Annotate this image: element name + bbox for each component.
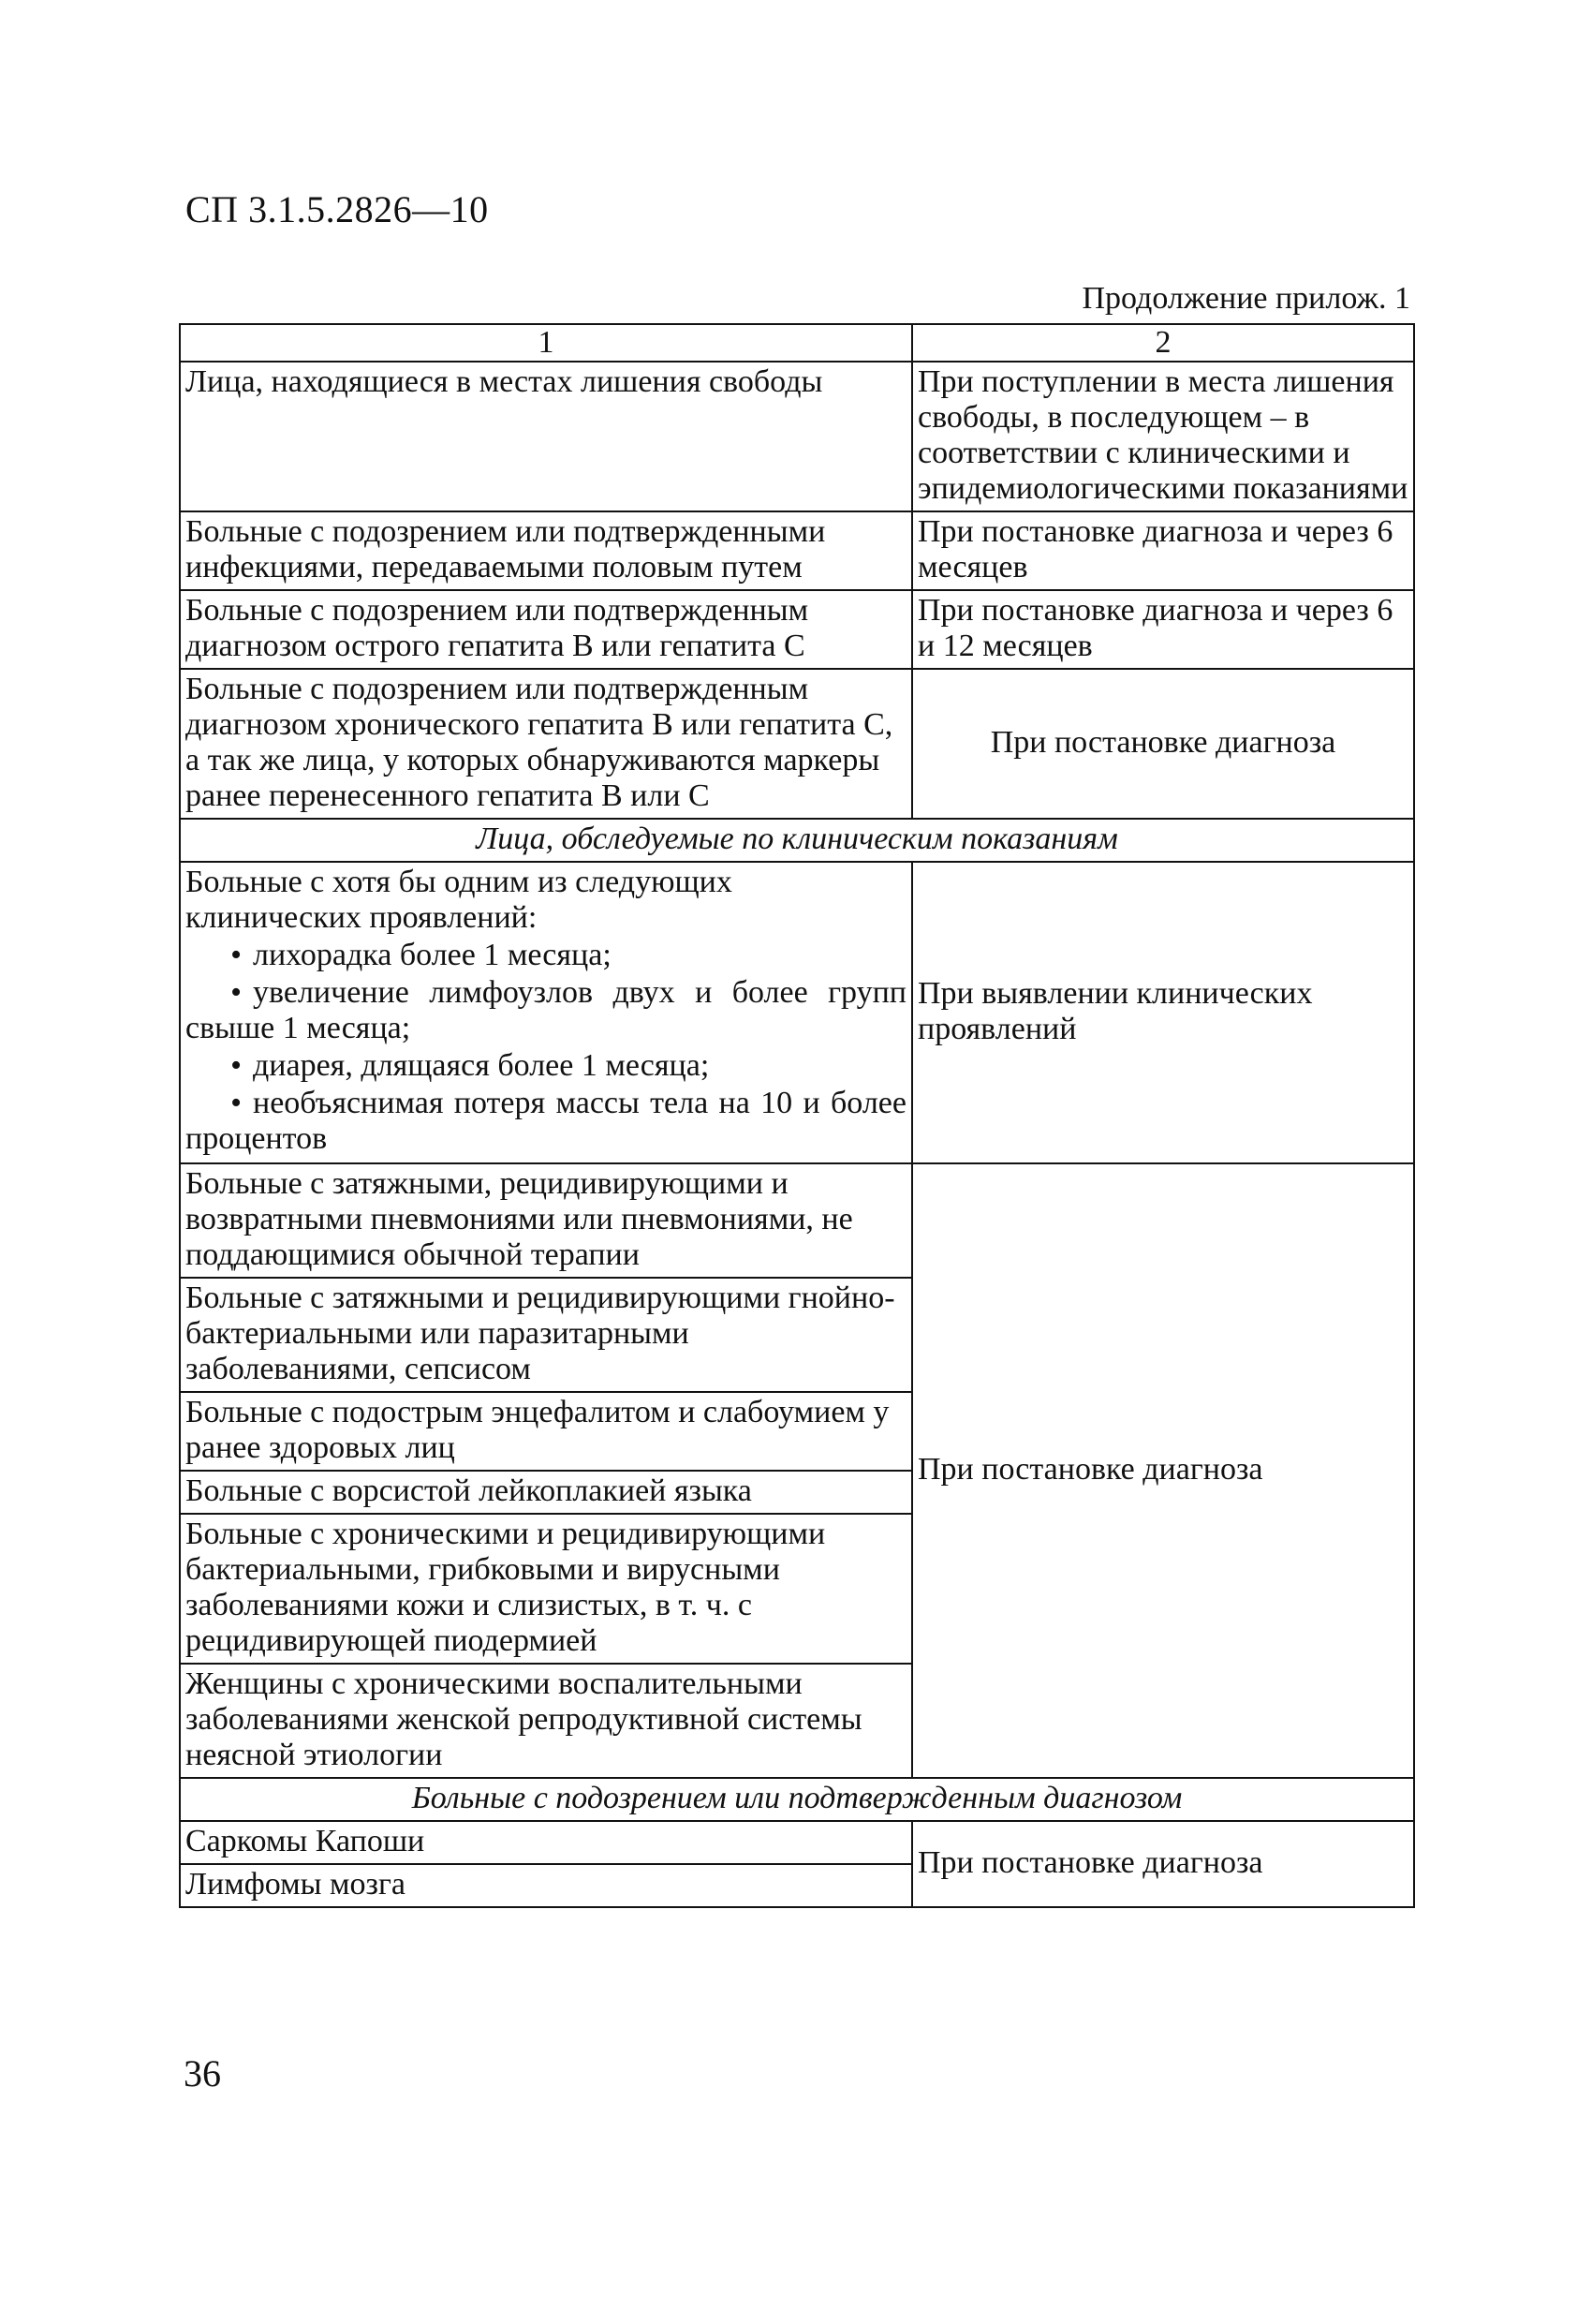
continuation-label: Продолжение прилож. 1 (1082, 281, 1410, 316)
population-cell: Женщины с хроническими воспалительными заболеваниями женской репродуктивной системы неясной этиологии (180, 1664, 912, 1778)
symptom-text: лихорадка более 1 месяца; (253, 938, 612, 972)
timing-cell: При постановке диагноза (912, 1163, 1414, 1778)
section-heading-suspected: Больные с подозрением или подтвержденным диагнозом (180, 1778, 1414, 1821)
clinical-manifestations-intro: Больные с хотя бы одним из следующих клинических проявлений: (185, 865, 732, 935)
population-cell: Больные с хроническими и рецидивирующими бактериальными, грибковыми и вирусными заболеваниями кожи и слизистых, в т. ч. с рецидивирующей пиодермией (180, 1514, 912, 1664)
section-row (180, 1778, 1414, 1821)
timing-cell: При постановке диагноза и через 6 месяцев (912, 511, 1414, 590)
document-code: СП 3.1.5.2826—10 (185, 188, 489, 230)
population-cell: Больные с затяжными, рецидивирующими и возвратными пневмониями или пневмониями, не поддающимися обычной терапии (180, 1163, 912, 1278)
bullet-icon: • (230, 1048, 242, 1083)
page-number: 36 (184, 2052, 221, 2095)
timing-cell: При выявлении клинических проявлений (912, 862, 1414, 1163)
timing-cell: При постановке диагноза и через 6 и 12 месяцев (912, 590, 1414, 669)
symptom-text: увеличение лимфоузлов двух и более групп свыше 1 месяца; (185, 975, 907, 1045)
list-item (185, 1048, 907, 1084)
population-cell: Больные с подозрением или подтвержденными инфекциями, передаваемыми половым путем (180, 511, 912, 590)
table-row (180, 362, 1414, 511)
column-number-2: 2 (912, 324, 1414, 362)
column-number-row (180, 324, 1414, 362)
section-heading-clinical: Лица, обследуемые по клиническим показаниям (180, 819, 1414, 862)
timing-cell: При поступлении в места лишения свободы, в последующем – в соответствии с клиническими и эпидемиологическими показаниями (912, 362, 1414, 511)
timing-cell: При постановке диагноза (912, 1821, 1414, 1907)
population-cell: Саркомы Капоши (180, 1821, 912, 1864)
table-row (180, 511, 1414, 590)
population-cell: Больные с подозрением или подтвержденным диагнозом хронического гепатита В или гепатита С, а так же лица, у которых обнаруживаются маркеры ранее перенесенного гепатита В или С (180, 669, 912, 819)
section-row (180, 819, 1414, 862)
table-row (180, 590, 1414, 669)
table-row (180, 1821, 1414, 1864)
list-item (185, 938, 907, 973)
bullet-icon: • (230, 1086, 242, 1120)
population-cell: Лимфомы мозга (180, 1864, 912, 1907)
population-cell: Больные с ворсистой лейкоплакией языка (180, 1471, 912, 1514)
column-number-1: 1 (180, 324, 912, 362)
list-item (185, 1086, 907, 1157)
population-cell: Больные с подозрением или подтвержденным диагнозом острого гепатита В или гепатита С (180, 590, 912, 669)
table-row (180, 1163, 1414, 1278)
population-cell: Больные с подострым энцефалитом и слабоумием у ранее здоровых лиц (180, 1392, 912, 1471)
list-item (185, 975, 907, 1046)
symptom-text: диарея, длящаяся более 1 месяца; (253, 1048, 710, 1083)
table-row (180, 862, 1414, 1163)
symptom-list (185, 938, 907, 1157)
symptom-text: необъяснимая потеря массы тела на 10 и более процентов (185, 1086, 907, 1156)
bullet-icon: • (230, 938, 242, 972)
table-row (180, 669, 1414, 819)
clinical-manifestations-cell (180, 862, 912, 1163)
population-cell: Больные с затяжными и рецидивирующими гнойно-бактериальными или паразитарными заболеваниями, сепсисом (180, 1278, 912, 1392)
bullet-icon: • (230, 975, 242, 1010)
appendix-table (179, 323, 1415, 1908)
timing-cell: При постановке диагноза (912, 669, 1414, 819)
population-cell: Лица, находящиеся в местах лишения свободы (180, 362, 912, 511)
